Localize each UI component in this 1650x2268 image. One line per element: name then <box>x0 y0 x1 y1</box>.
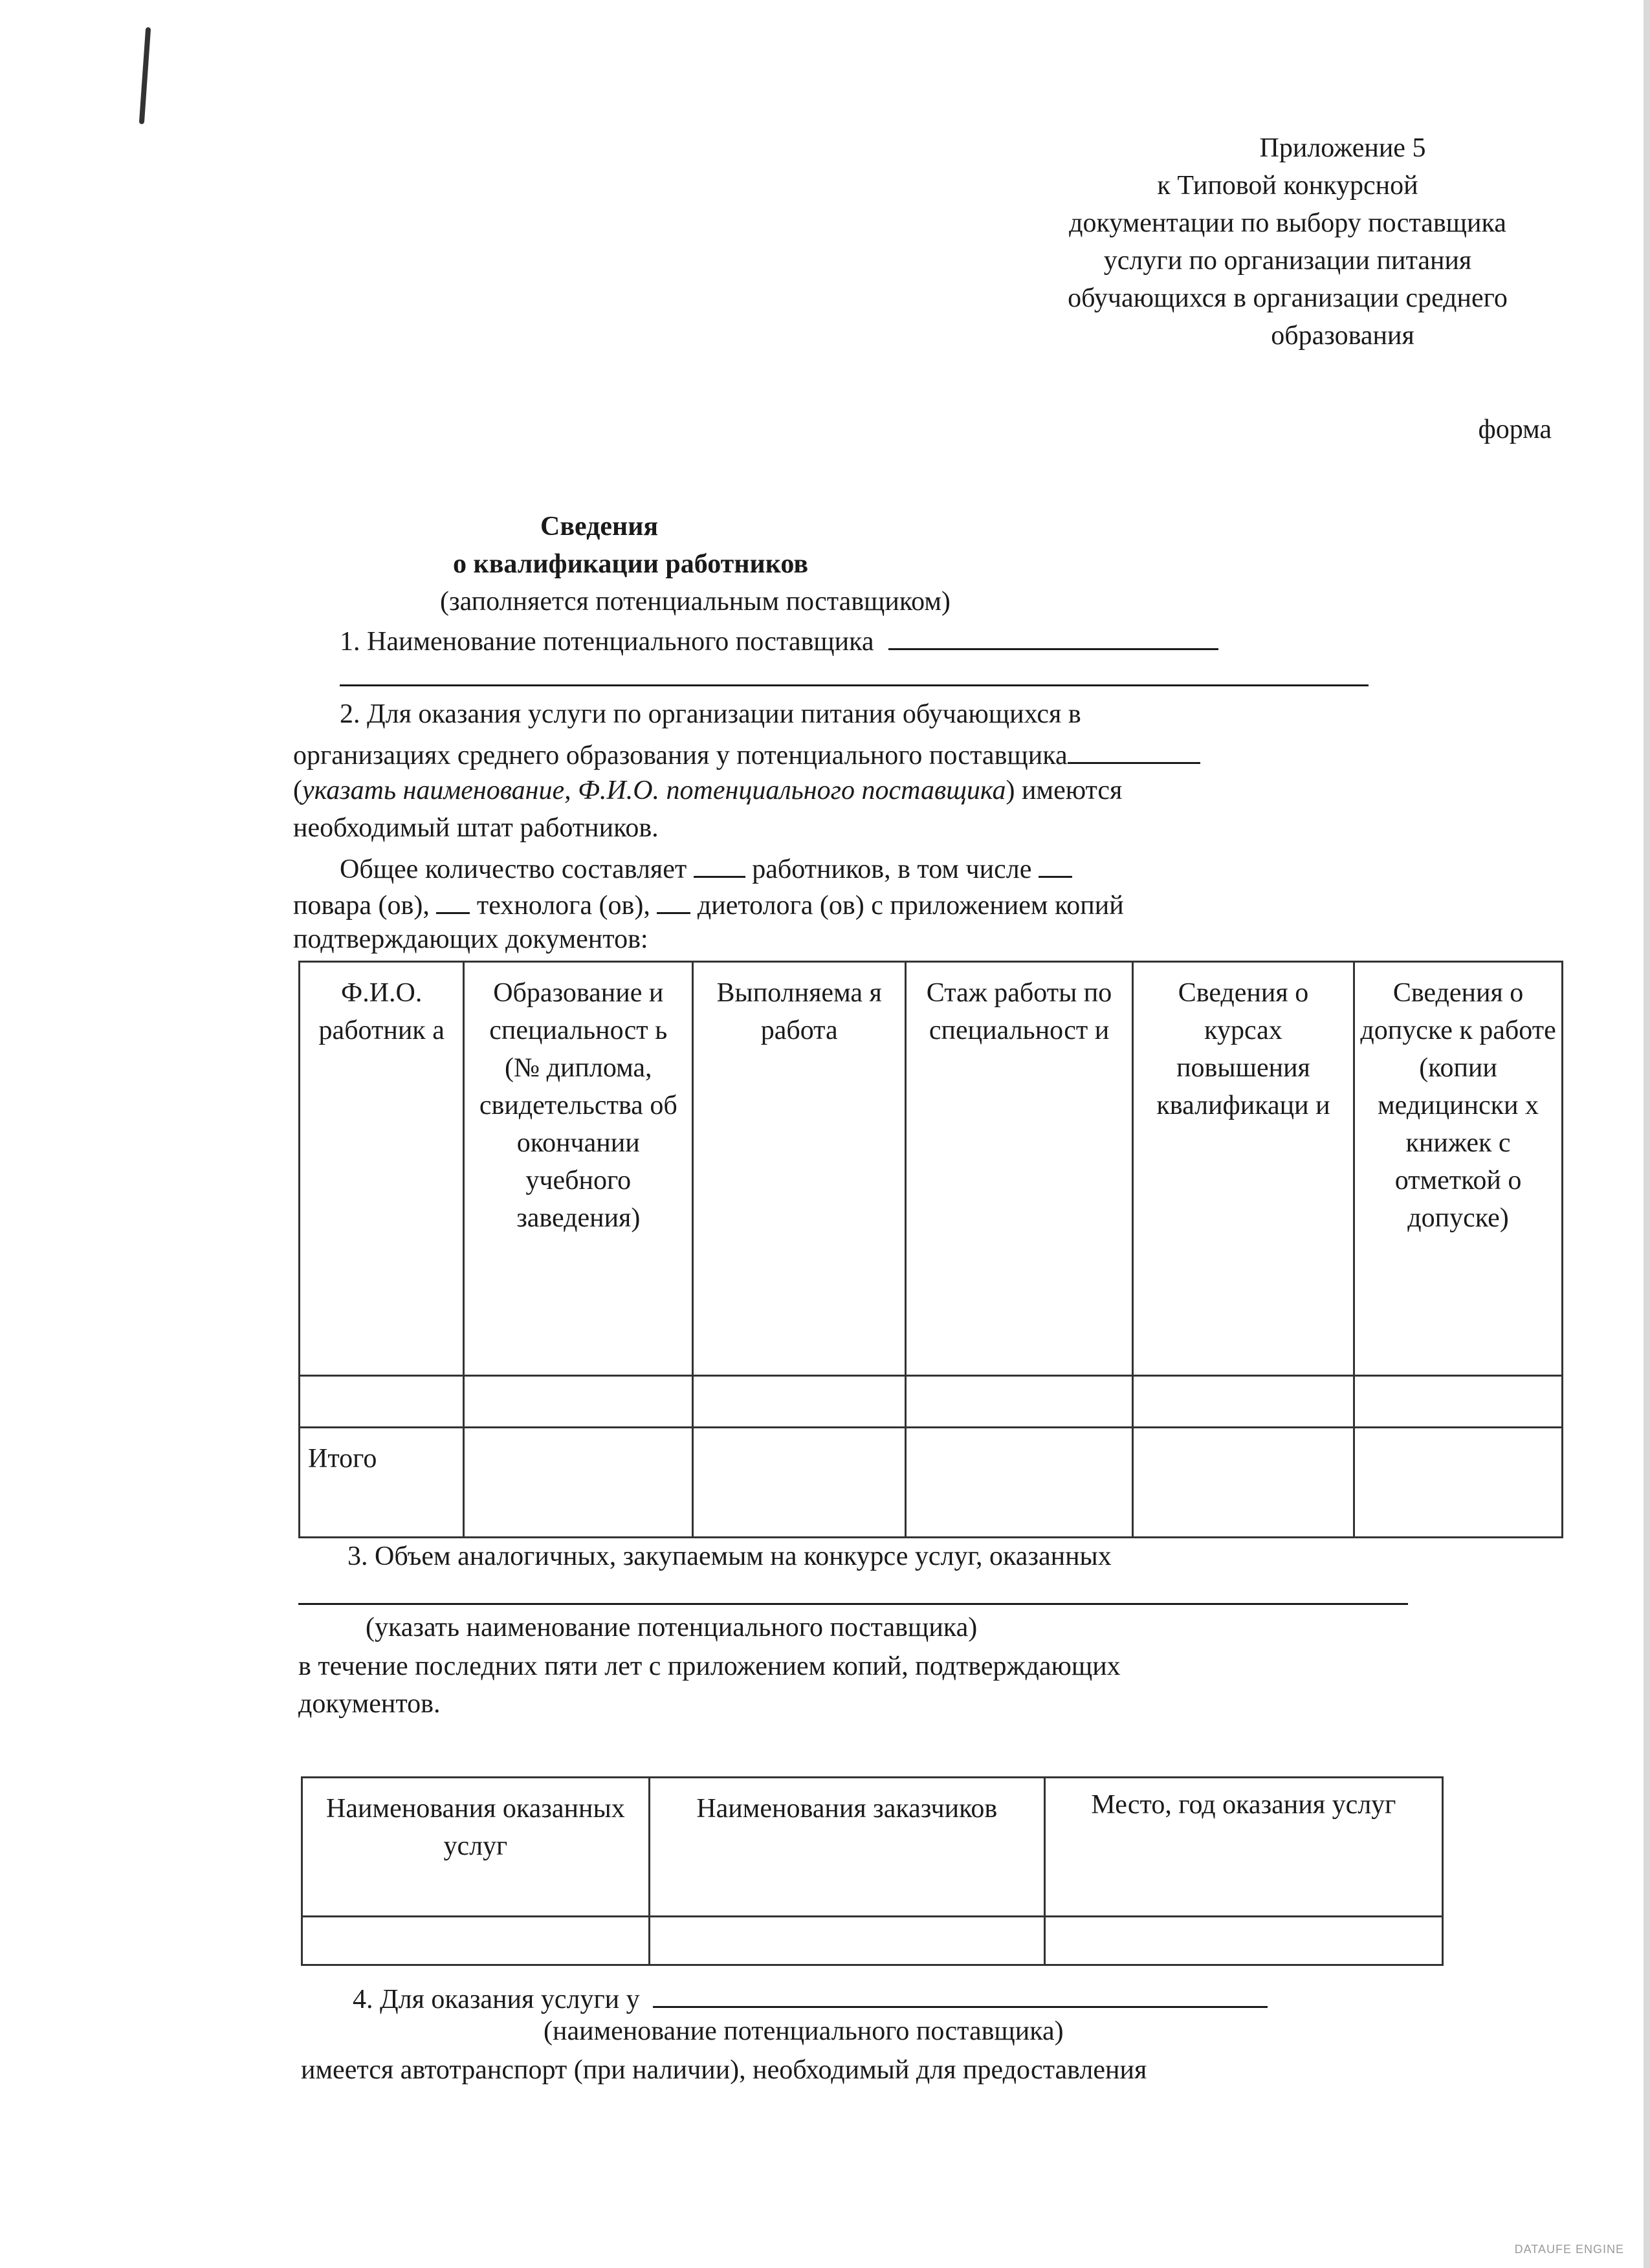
table-cell[interactable] <box>906 1376 1133 1428</box>
header-admission: Сведения о допуске к работе (копии медицински х книжек с отметкой о допуске) <box>1354 962 1563 1376</box>
section1-label: 1. Наименование потенциального поставщика <box>340 627 874 657</box>
section4-text: 4. Для оказания услуги у <box>353 1985 640 2014</box>
section2-line4: необходимый штат работников. <box>293 813 659 843</box>
staff-count-line3: подтверждающих документов: <box>293 924 648 954</box>
header-service-names: Наименования оказанных услуг <box>302 1778 650 1917</box>
table-row <box>302 1917 1443 1965</box>
section2-line2 <box>293 737 1200 771</box>
services-table <box>301 1776 1444 1966</box>
doc-subtitle: (заполняется потенциальным поставщиком) <box>440 587 951 616</box>
doc-title: Сведения <box>540 512 659 541</box>
table-cell[interactable] <box>906 1428 1133 1538</box>
section1-text <box>340 624 1218 657</box>
header-fio: Ф.И.О. работник а <box>300 962 464 1376</box>
staff-count-line2 <box>293 888 1124 921</box>
total-staff-field[interactable] <box>694 851 745 878</box>
scan-edge <box>1644 0 1650 2268</box>
table-cell[interactable] <box>300 1376 464 1428</box>
section4-line2: имеется автотранспорт (при наличии), необходимый для предоставления <box>301 2055 1147 2085</box>
header-place-year: Место, год оказания услуг <box>1044 1778 1442 1917</box>
section2-hint: указать наименование, Ф.И.О. потенциального поставщика <box>302 776 1006 805</box>
section3-line3: документов. <box>298 1689 441 1719</box>
header-courses: Сведения о курсах повышения квалификаци и <box>1132 962 1354 1376</box>
total-label: Итого <box>300 1428 464 1538</box>
section3-line2: в течение последних пяти лет с приложением копий, подтверждающих <box>298 1652 1121 1681</box>
header-work: Выполняема я работа <box>693 962 906 1376</box>
annex-line: Приложение 5 <box>1259 133 1426 163</box>
staff-count-line1 <box>340 851 1072 885</box>
cooks-text: повара (ов), <box>293 891 430 921</box>
section2-line1: 2. Для оказания услуги по организации питания обучающихся в <box>340 699 1081 729</box>
supplier-name-field-3[interactable] <box>298 1603 1408 1605</box>
dietitians-text: диетолога (ов) с приложением копий <box>697 891 1124 921</box>
section4-hint: (наименование потенциального поставщика) <box>544 2016 1064 2046</box>
table-cell[interactable] <box>1354 1428 1563 1538</box>
total-row <box>300 1428 1563 1538</box>
table-cell[interactable] <box>1044 1917 1442 1965</box>
pen-mark <box>139 27 151 124</box>
dietitians-field[interactable] <box>657 888 690 914</box>
table-header-row <box>300 962 1563 1376</box>
header-experience: Стаж работы по специальност и <box>906 962 1133 1376</box>
technologists-text: технолога (ов), <box>476 891 650 921</box>
table-cell[interactable] <box>693 1376 906 1428</box>
table-cell[interactable] <box>1132 1376 1354 1428</box>
table-cell[interactable] <box>464 1428 693 1538</box>
supplier-name-continuation[interactable] <box>340 684 1369 686</box>
table-cell[interactable] <box>302 1917 650 1965</box>
section2-line2-text: организациях среднего образования у потенциального поставщика <box>293 741 1068 770</box>
table-row <box>300 1376 1563 1428</box>
supplier-field-2[interactable] <box>1068 737 1200 764</box>
staff-count-text-a: Общее количество составляет <box>340 855 687 884</box>
technologists-field[interactable] <box>436 888 470 914</box>
section3-line1: 3. Объем аналогичных, закупаемым на конкурсе услуг, оказанных <box>347 1542 1112 1571</box>
table-cell[interactable] <box>1132 1428 1354 1538</box>
table-cell[interactable] <box>649 1917 1044 1965</box>
supplier-name-field[interactable] <box>888 624 1218 650</box>
doc-title-2: о квалификации работников <box>453 549 808 579</box>
table-header-row <box>302 1778 1443 1917</box>
section3-hint: (указать наименование потенциального поставщика) <box>366 1613 978 1642</box>
header-education: Образование и специальност ь (№ диплома, свидетельства об окончании учебного заведения) <box>464 962 693 1376</box>
section4-line1 <box>353 1981 1268 2015</box>
annex-line: к Типовой конкурсной <box>1157 171 1418 201</box>
annex-line: услуги по организации питания <box>1103 246 1472 276</box>
annex-line: обучающихся в организации среднего <box>1068 283 1508 313</box>
supplier-name-field-4[interactable] <box>653 1981 1268 2008</box>
table-cell[interactable] <box>1354 1376 1563 1428</box>
header-customers: Наименования заказчиков <box>649 1778 1044 1917</box>
annex-header <box>1009 129 1566 354</box>
section2-line3: (указать наименование, Ф.И.О. потенциального поставщика) имеются <box>293 776 1123 805</box>
cooks-field[interactable] <box>1039 851 1072 878</box>
section2-line3-rest: имеются <box>1022 776 1123 805</box>
annex-line: документации по выбору поставщика <box>1069 208 1506 238</box>
table-cell[interactable] <box>693 1428 906 1538</box>
staff-qualification-table <box>298 961 1563 1538</box>
table-cell[interactable] <box>464 1376 693 1428</box>
annex-line: образования <box>1271 321 1414 351</box>
staff-count-text-b: работников, в том числе <box>752 855 1032 884</box>
scanner-watermark: DATAUFE ENGINE <box>1514 2243 1624 2256</box>
form-label: форма <box>1478 415 1552 444</box>
